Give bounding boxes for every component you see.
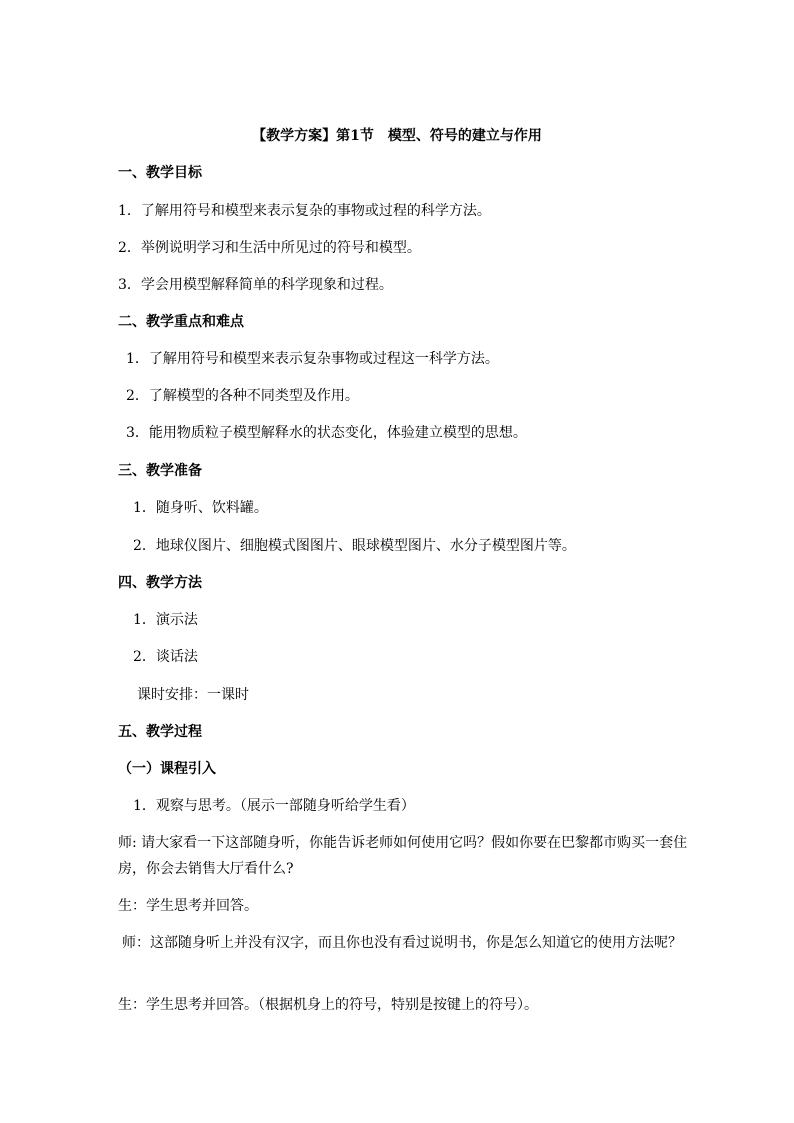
subsection-heading-intro: （一）课程引入 bbox=[118, 761, 216, 777]
key-point-item: 2．了解模型的各种不同类型及作用。 bbox=[126, 388, 359, 404]
dialog-student: 生：学生思考并回答。 bbox=[118, 898, 258, 914]
section-heading-teaching-goals: 一、教学目标 bbox=[118, 165, 202, 181]
goal-item: 1．了解用符号和模型来表示复杂的事物或过程的科学方法。 bbox=[118, 203, 491, 219]
method-item: 2．谈话法 bbox=[133, 649, 198, 665]
goal-item: 2．举例说明学习和生活中所见过的符号和模型。 bbox=[118, 240, 421, 256]
document-title: 【教学方案】第1节 模型、符号的建立与作用 bbox=[252, 128, 542, 144]
dialog-student: 生：学生思考并回答。（根据机身上的符号，特别是按键上的符号）。 bbox=[118, 997, 538, 1013]
section-heading-key-points: 二、教学重点和难点 bbox=[118, 314, 244, 330]
section-heading-preparation: 三、教学准备 bbox=[118, 463, 202, 479]
goal-item: 3．学会用模型解释简单的科学现象和过程。 bbox=[118, 277, 393, 293]
dialog-teacher: 师: 请大家看一下这部随身听，你能告诉老师如何使用它吗？假如你要在巴黎都市购买一套住房，你会去销售大厅看什么? bbox=[118, 835, 688, 877]
preparation-item: 2．地球仪图片、细胞模式图图片、眼球模型图片、水分子模型图片等。 bbox=[133, 538, 576, 554]
key-point-item: 3．能用物质粒子模型解释水的状态变化，体验建立模型的思想。 bbox=[126, 425, 527, 441]
section-heading-process: 五、教学过程 bbox=[118, 724, 202, 740]
class-schedule: 课时安排：一课时 bbox=[137, 687, 249, 703]
key-point-item: 1．了解用符号和模型来表示复杂事物或过程这一科学方法。 bbox=[126, 351, 499, 367]
process-item: 1．观察与思考。（展示一部随身听给学生看） bbox=[133, 798, 415, 814]
dialog-teacher: 师：这部随身听上并没有汉字，而且你也没有看过说明书，你是怎么知道它的使用方法呢？ bbox=[122, 935, 682, 951]
method-item: 1．演示法 bbox=[133, 612, 198, 628]
section-heading-methods: 四、教学方法 bbox=[118, 575, 202, 591]
preparation-item: 1．随身听、饮料罐。 bbox=[133, 500, 268, 516]
